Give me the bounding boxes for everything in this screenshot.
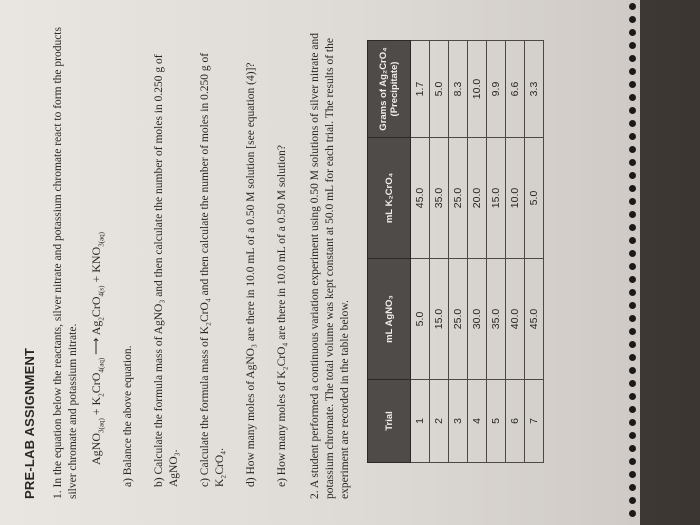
binding-hole bbox=[629, 471, 636, 478]
binding-hole bbox=[629, 133, 636, 140]
table-cell: 7 bbox=[525, 380, 544, 463]
table-cell: 6 bbox=[506, 380, 525, 463]
table-cell: 8.3 bbox=[449, 41, 468, 138]
question-1b: b) Calculate the formula mass of AgNO₃ and then calculate the number of moles in 0.250 g of AgNO₃. bbox=[153, 54, 181, 487]
table-cell: 4 bbox=[468, 380, 487, 463]
table-cell: 5.0 bbox=[525, 138, 544, 259]
binding-hole bbox=[629, 419, 636, 426]
table-row bbox=[506, 41, 525, 463]
binding-hole bbox=[629, 406, 636, 413]
table-row bbox=[468, 41, 487, 463]
binding-hole bbox=[629, 81, 636, 88]
table-cell: 25.0 bbox=[449, 259, 468, 380]
table-cell: 5 bbox=[487, 380, 506, 463]
page-title: PRE-LAB ASSIGNMENT bbox=[22, 347, 37, 499]
table-row bbox=[411, 41, 430, 463]
binding-hole bbox=[629, 198, 636, 205]
binding-hole bbox=[629, 120, 636, 127]
binding-hole bbox=[629, 146, 636, 153]
binding-hole bbox=[629, 211, 636, 218]
table-cell: 30.0 bbox=[468, 259, 487, 380]
binding-hole bbox=[629, 250, 636, 257]
table-cell: 1 bbox=[411, 380, 430, 463]
table-cell: 40.0 bbox=[506, 259, 525, 380]
binding-hole bbox=[629, 68, 636, 75]
binding-hole bbox=[629, 484, 636, 491]
table-cell: 35.0 bbox=[487, 259, 506, 380]
table-cell: 9.9 bbox=[487, 41, 506, 138]
table-cell: 20.0 bbox=[468, 138, 487, 259]
binding-hole bbox=[629, 380, 636, 387]
table-cell: 25.0 bbox=[449, 138, 468, 259]
binding-hole bbox=[629, 510, 636, 517]
binding-hole bbox=[629, 94, 636, 101]
col-header-ml-agno3: mL AgNO₃ bbox=[368, 259, 411, 380]
binding-hole bbox=[629, 497, 636, 504]
question-1e: e) How many moles of K₂CrO₄ are there in 10.0 mL of a 0.50 M solution? bbox=[276, 145, 289, 487]
table-cell: 15.0 bbox=[430, 259, 449, 380]
binding-hole bbox=[629, 224, 636, 231]
table-cell: 45.0 bbox=[525, 259, 544, 380]
chemical-equation: AgNO$_{3(aq)}$ + $K_2CrO_{4(aq)}$ ⟶ $Ag_2CrO_{4(s)} + KNO_{3(aq)}$ bbox=[89, 232, 106, 465]
binding-hole bbox=[629, 276, 636, 283]
binding-hole bbox=[629, 302, 636, 309]
binding-hole bbox=[629, 354, 636, 361]
binding-hole bbox=[629, 16, 636, 23]
table-row bbox=[487, 41, 506, 463]
table-cell: 6.6 bbox=[506, 41, 525, 138]
binding-hole bbox=[629, 367, 636, 374]
question-1c: c) Calculate the formula mass of K₂CrO₄ and then calculate the number of moles in 0.250 g of K₂CrO₄. bbox=[199, 52, 227, 487]
question-1d: d) How many moles of AgNO₃ are there in 10.0 mL of a 0.50 M solution [see equation (4)]? bbox=[245, 62, 258, 487]
binding-hole bbox=[629, 42, 636, 49]
table-row bbox=[449, 41, 468, 463]
binding-hole bbox=[629, 263, 636, 270]
binding-hole bbox=[629, 393, 636, 400]
binding-hole bbox=[629, 458, 636, 465]
binding-hole bbox=[629, 55, 636, 62]
binding-hole bbox=[629, 107, 636, 114]
col-header-trial: Trial bbox=[368, 380, 411, 463]
results-table bbox=[367, 40, 544, 463]
table-cell: 2 bbox=[430, 380, 449, 463]
question-1-intro: 1. In the equation below the reactants, silver nitrate and potassium chromate react to form the products silver chromate and potassium nitrate. bbox=[52, 27, 79, 499]
binding-hole bbox=[629, 237, 636, 244]
binding-hole bbox=[629, 328, 636, 335]
col-header-grams-precipitate: Grams of Ag₂CrO₄ (Precipitate) bbox=[368, 41, 411, 138]
table-cell: 15.0 bbox=[487, 138, 506, 259]
table-row bbox=[525, 41, 544, 463]
table-cell: 5.0 bbox=[411, 259, 430, 380]
binding-hole bbox=[629, 445, 636, 452]
table-row bbox=[430, 41, 449, 463]
question-2-text: 2. A student performed a continuous variation experiment using 0.50 M solutions of silver nitrate and potassium chromate. The total volume was kept constant at 50.0 mL for each trial. The results of the experiment are recorded in the table below. bbox=[309, 33, 352, 499]
col-header-ml-k2cro4: mL K₂CrO₄ bbox=[368, 138, 411, 259]
table-cell: 45.0 bbox=[411, 138, 430, 259]
table-cell: 3 bbox=[449, 380, 468, 463]
spiral-binding bbox=[622, 0, 636, 525]
table-header-row bbox=[368, 41, 411, 463]
binding-hole bbox=[629, 341, 636, 348]
binding-hole bbox=[629, 185, 636, 192]
table-cell: 1.7 bbox=[411, 41, 430, 138]
table-cell: 3.3 bbox=[525, 41, 544, 138]
binding-hole bbox=[629, 3, 636, 10]
binding-hole bbox=[629, 172, 636, 179]
binding-hole bbox=[629, 432, 636, 439]
question-1a: a) Balance the above equation. bbox=[122, 345, 135, 487]
binding-hole bbox=[629, 289, 636, 296]
binding-hole bbox=[629, 159, 636, 166]
table-cell: 10.0 bbox=[506, 138, 525, 259]
binding-hole bbox=[629, 315, 636, 322]
binding-hole bbox=[629, 29, 636, 36]
table-cell: 35.0 bbox=[430, 138, 449, 259]
table-cell: 10.0 bbox=[468, 41, 487, 138]
table-cell: 5.0 bbox=[430, 41, 449, 138]
